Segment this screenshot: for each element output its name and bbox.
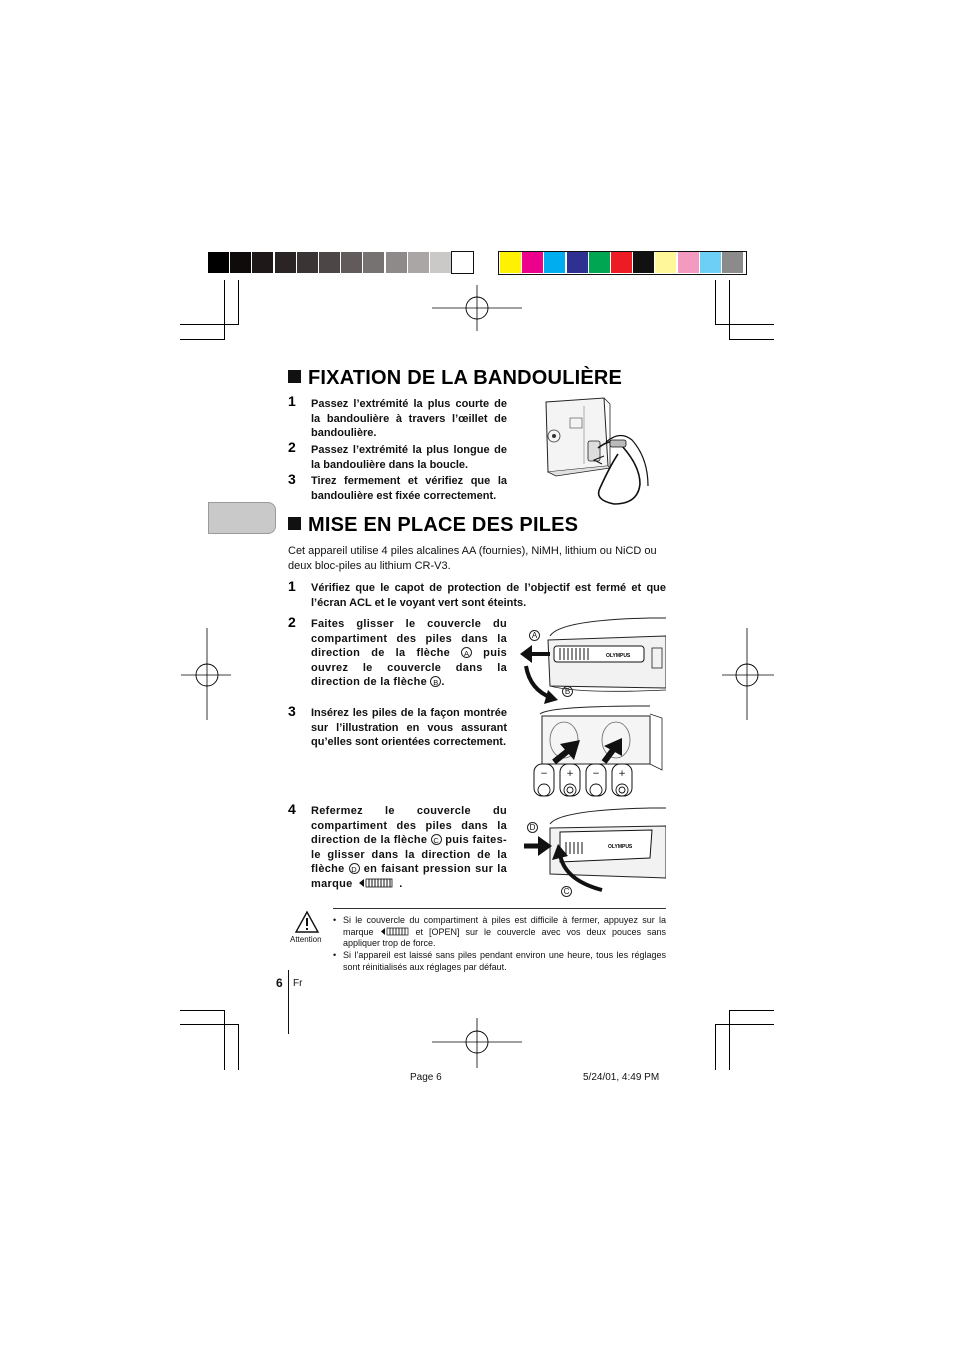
battery-cover-close-illustration xyxy=(520,806,666,898)
battery-minus-sign: − xyxy=(540,769,548,779)
strap-illustration xyxy=(544,396,666,512)
section-title-batteries-text: MISE EN PLACE DES PILES xyxy=(308,514,579,536)
step-text-part: Faites glisser le couvercle du compartiment des piles dans la direction de la flèche xyxy=(311,618,507,660)
note-text: Si l’appareil est laissé sans piles pendant environ une heure, tous les réglages sont réinitialisés aux réglages par défaut. xyxy=(343,950,666,972)
step-text-part: puis faites-le glisser dans la direction de la flèche xyxy=(311,834,507,876)
figure-label-b: B xyxy=(562,686,573,697)
step-text: Passez l’extrémité la plus courte de la bandoulière à travers l’œillet de bandoulière. xyxy=(311,398,507,440)
bullet: • xyxy=(333,950,337,960)
footer-rule xyxy=(288,970,289,1034)
note-text-part: Si le couvercle du compartiment à piles est difficile à fermer, appuyez sur la marque xyxy=(343,915,666,937)
gray-swatch xyxy=(319,252,340,273)
note-text xyxy=(343,915,666,950)
gray-swatch xyxy=(452,252,473,273)
grip-mark-icon xyxy=(358,878,396,888)
note-item xyxy=(333,915,666,950)
step-number: 2 xyxy=(288,614,296,630)
page-number: 6 xyxy=(276,976,283,990)
print-page-label: Page 6 xyxy=(410,1072,442,1083)
gray-swatch xyxy=(275,252,296,273)
square-bullet-icon xyxy=(288,370,301,383)
step-number: 3 xyxy=(288,703,296,719)
gray-swatch xyxy=(252,252,273,273)
cover-brand-text: OLYMPUS xyxy=(608,844,633,850)
step-text-part: . xyxy=(399,877,403,890)
note-item xyxy=(333,950,666,973)
step-text: Insérez les piles de la façon montrée sur l’illustration en vous assurant qu’elles sont orientées correctement. xyxy=(311,707,507,749)
step-number: 1 xyxy=(288,393,296,409)
print-timestamp: 5/24/01, 4:49 PM xyxy=(583,1072,660,1083)
grip-mark-icon xyxy=(380,927,410,936)
step-text-part: Refermez le couvercle du compartiment des piles dans la direction de la flèche xyxy=(311,805,507,847)
battery-plus-sign: + xyxy=(566,769,574,779)
arrow-label-c: C xyxy=(431,834,442,845)
figure-label-c: C xyxy=(561,886,572,897)
square-bullet-icon xyxy=(288,517,301,530)
language-code: Fr xyxy=(293,978,303,989)
gray-swatch xyxy=(230,252,251,273)
gray-swatch xyxy=(208,252,229,273)
step-text: Tirez fermement et vérifiez que la bandoulière est fixée correctement. xyxy=(311,475,507,502)
step-text: Passez l’extrémité la plus longue de la bandoulière dans la boucle. xyxy=(311,444,507,471)
section-title-strap-text: FIXATION DE LA BANDOULIÈRE xyxy=(308,367,623,389)
gray-swatch xyxy=(297,252,318,273)
step-text-part: . xyxy=(441,676,445,689)
figure-label-a: A xyxy=(529,630,540,641)
gray-swatch xyxy=(363,252,384,273)
gray-swatch xyxy=(430,252,451,273)
color-bar-frame xyxy=(498,251,747,275)
registration-mark-right xyxy=(722,628,774,720)
gray-swatch xyxy=(386,252,407,273)
section-title-strap xyxy=(288,367,622,390)
battery-insert-illustration xyxy=(530,704,666,804)
gray-swatch xyxy=(408,252,429,273)
attention-label: Attention xyxy=(290,935,322,944)
section-side-tab xyxy=(208,502,276,534)
registration-mark-bottom xyxy=(432,1018,522,1068)
registration-mark-top xyxy=(432,285,522,335)
step-text-part: puis ouvrez le couvercle dans la direction de la flèche xyxy=(311,647,507,689)
step-text-part: en faisant pression sur la marque xyxy=(311,863,507,890)
cover-brand-text: OLYMPUS xyxy=(606,653,631,659)
batteries-intro: Cet appareil utilise 4 piles alcalines AA (fournies), NiMH, lithium ou NiCD ou deux bloc-piles au lithium CR-V3. xyxy=(288,545,657,572)
step-number: 2 xyxy=(288,439,296,455)
step-text xyxy=(311,617,507,690)
battery-minus-sign: − xyxy=(592,769,600,779)
attention-warning-icon xyxy=(294,910,320,934)
figure-label-d: D xyxy=(527,822,538,833)
battery-plus-sign: + xyxy=(618,769,626,779)
arrow-label-d: D xyxy=(349,863,360,874)
bullet: • xyxy=(333,915,337,925)
note-divider xyxy=(333,908,666,909)
gray-swatch xyxy=(341,252,362,273)
registration-mark-left xyxy=(181,628,231,720)
step-number: 4 xyxy=(288,801,296,817)
section-title-batteries xyxy=(288,514,578,537)
note-text-part: et [OPEN] sur le couvercle avec vos deux pouces sans appliquer trop de force. xyxy=(343,926,666,948)
battery-cover-open-illustration xyxy=(520,614,666,710)
arrow-label-a: A xyxy=(461,647,472,658)
step-number: 3 xyxy=(288,471,296,487)
arrow-label-b: B xyxy=(430,676,441,687)
step-number: 1 xyxy=(288,578,296,594)
step-text: Vérifiez que le capot de protection de l’objectif est fermé et que l’écran ACL et le voyant vert sont éteints. xyxy=(311,582,666,609)
step-text xyxy=(311,804,507,892)
